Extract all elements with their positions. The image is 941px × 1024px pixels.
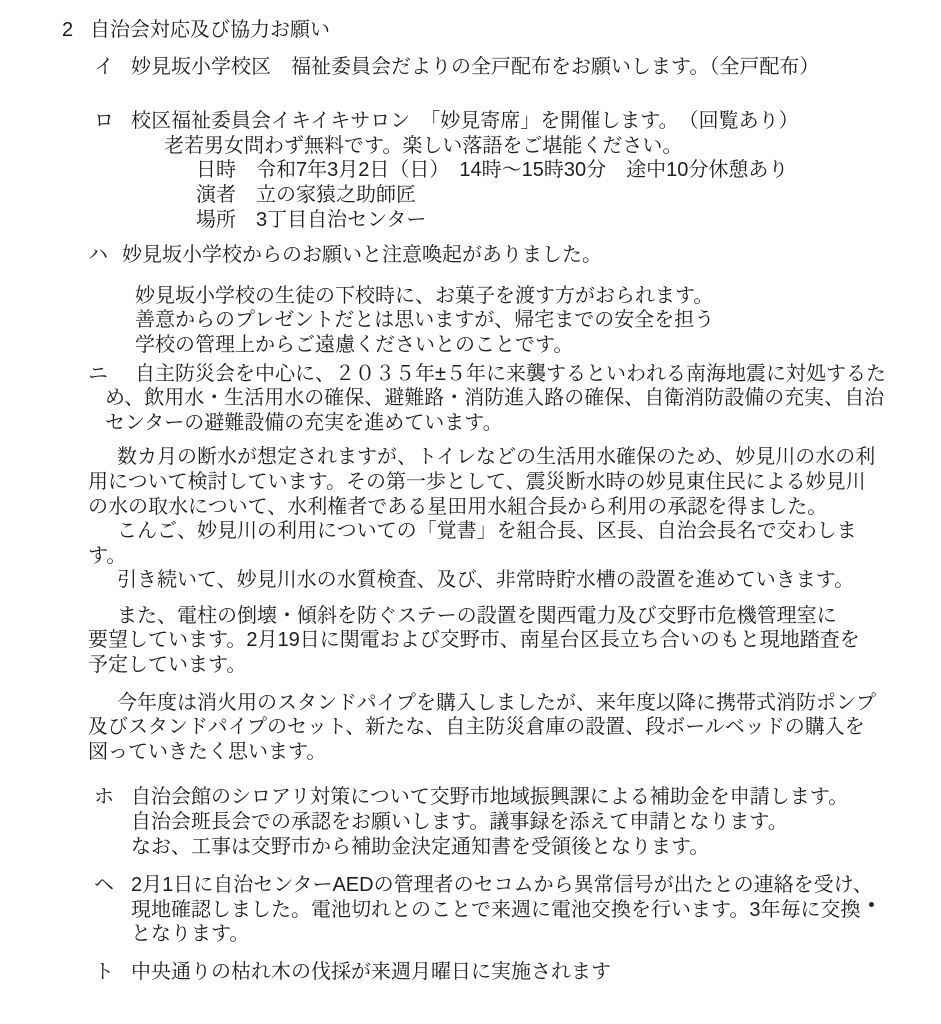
text-line: 学校の管理上からご遠慮くださいとのことです。 bbox=[135, 333, 574, 356]
block-lines bbox=[131, 55, 941, 80]
text-line: 2月1日に自治センターAEDの管理者のセコムから異常信号が出たとの連絡を受け、 bbox=[131, 874, 873, 897]
item-marker: ロ bbox=[94, 110, 114, 133]
document-block bbox=[94, 109, 941, 232]
text-line: 図っていきたく思います。 bbox=[88, 740, 327, 763]
text-line: 引き続いて、妙見川水の水質検査、及び、非常時貯水槽の設置を進めていきます。 bbox=[117, 569, 855, 592]
text-line: 演者 立の家猿之助師匠 bbox=[196, 183, 416, 206]
text-line: 自主防災会を中心に、２０３５年±５年に来襲するといわれる南海地震に対処するた bbox=[135, 362, 886, 385]
document-block bbox=[94, 785, 941, 859]
document-block bbox=[94, 55, 941, 80]
text-line: 今年度は消火用のスタンドパイプを購入しましたが、来年度以降に携帯式消防ポンプ bbox=[117, 691, 876, 714]
text-line: なお、工事は交野市から補助金決定通知書を受領後となります。 bbox=[131, 835, 710, 858]
item-marker: ヘ bbox=[94, 874, 114, 897]
block-lines bbox=[88, 445, 941, 593]
block-lines bbox=[131, 785, 941, 859]
text-line: 場所 3丁目自治センター bbox=[196, 208, 427, 231]
text-line: す。 bbox=[88, 544, 127, 567]
document-block bbox=[94, 960, 941, 985]
section-header bbox=[62, 18, 941, 43]
item-marker: ハ bbox=[88, 244, 108, 267]
document-block bbox=[135, 284, 941, 358]
text-line: センターの避難設備の充実を進めています。 bbox=[105, 411, 503, 434]
text-line: 中央通りの枯れ木の伐採が来週月曜日に実施されます bbox=[131, 961, 611, 983]
document-block bbox=[94, 873, 941, 947]
section-title: 自治会対応及び協力お願い bbox=[90, 19, 330, 41]
text-line: 老若男女問わず無料です。楽しい落語をご堪能ください。 bbox=[164, 134, 683, 157]
block-lines bbox=[131, 109, 941, 232]
block-lines bbox=[88, 691, 941, 765]
item-marker: ニ bbox=[88, 362, 108, 385]
text-line: 妙見坂小学校の生徒の下校時に、お菓子を渡す方がおられます。 bbox=[135, 284, 714, 307]
text-line: 用について検討しています。その第一歩として、震災断水時の妙見東住民による妙見川 bbox=[88, 470, 866, 493]
block-lines bbox=[122, 243, 941, 268]
text-line: め、飲用水・生活用水の確保、避難路・消防進入路の確保、自衛消防設備の充実、自治 bbox=[105, 387, 885, 410]
document-block bbox=[88, 691, 941, 765]
text-line: 予定しています。 bbox=[88, 654, 247, 677]
document-blocks bbox=[0, 55, 941, 985]
section-number: 2 bbox=[62, 19, 74, 41]
item-marker: ト bbox=[94, 961, 114, 983]
item-marker: イ bbox=[94, 55, 114, 78]
text-line: の水の取水について、水利権者である星田用水組合長から利用の承認を得ました。 bbox=[88, 495, 828, 518]
document-block bbox=[88, 362, 941, 436]
document-block bbox=[88, 243, 941, 268]
text-line: 善意からのプレゼントだとは思いますが、帰宅までの安全を担う bbox=[135, 309, 715, 332]
text-line: 校区福祉委員会イキイキサロン 「妙見寄席」を開催します。 （回覧あり） bbox=[131, 110, 799, 133]
scan-artifact-dot bbox=[869, 902, 874, 907]
text-line: 現地確認しました。電池切れとのことで来週に電池交換を行います。3年毎に交換 bbox=[131, 898, 861, 921]
text-line: 自治会館のシロアリ対策について交野市地域振興課による補助金を申請します。 bbox=[131, 786, 849, 809]
document-block bbox=[88, 604, 941, 678]
block-lines bbox=[135, 284, 941, 358]
text-line: 及びスタンドパイプのセット、新たな、自主防災倉庫の設置、段ボールベッドの購入を bbox=[88, 716, 865, 739]
text-line: となります。 bbox=[131, 923, 250, 946]
text-line: 妙見坂小学校区 福祉委員会だよりの全戸配布をお願いします。（全戸配布） bbox=[131, 55, 820, 78]
text-line: こんご、妙見川の利用についての「覚書」を組合長、区長、自治会長名で交わしま bbox=[117, 520, 857, 543]
block-lines bbox=[131, 960, 941, 985]
document-block bbox=[88, 445, 941, 593]
text-line: また、電柱の倒壊・傾斜を防ぐステーの設置を関西電力及び交野市危機管理室に bbox=[117, 604, 837, 627]
text-line: 数カ月の断水が想定されますが、トイレなどの生活用水確保のため、妙見川の水の利 bbox=[117, 446, 876, 469]
item-marker: ホ bbox=[94, 786, 114, 809]
block-lines bbox=[105, 362, 941, 436]
text-line: 要望しています。2月19日に関電および交野市、南星台区長立ち合いのもと現地踏査を bbox=[88, 629, 860, 652]
text-line: 日時 令和7年3月2日（日） 14時～15時30分 途中10分休憩あり bbox=[196, 159, 789, 182]
block-lines bbox=[88, 604, 941, 678]
text-line: 妙見坂小学校からのお願いと注意喚起がありました。 bbox=[122, 244, 602, 267]
text-line: 自治会班長会での承認をお願いします。議事録を添えて申請となります。 bbox=[131, 811, 788, 834]
block-lines bbox=[131, 873, 941, 947]
